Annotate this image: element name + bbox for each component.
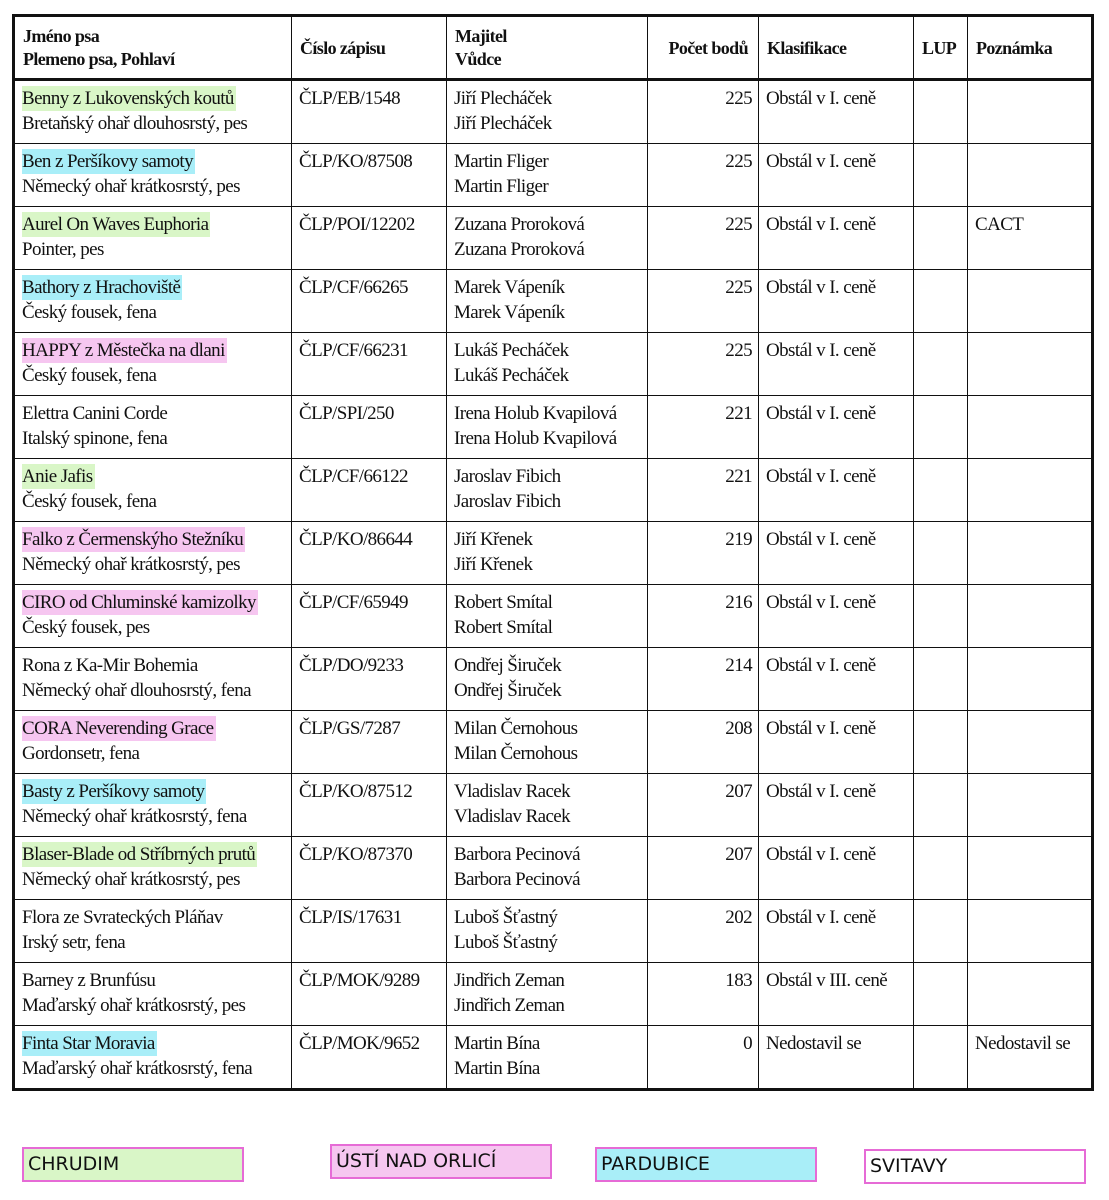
lup [914, 900, 968, 963]
dog-name: Anie Jafis [22, 466, 93, 487]
table-row [14, 774, 1093, 837]
dog-name-line [22, 779, 285, 804]
classification: Obstál v I. ceně [759, 837, 914, 900]
classification: Obstál v I. ceně [759, 711, 914, 774]
reg-number: ČLP/IS/17631 [292, 900, 447, 963]
handler-name: Zuzana Proroková [454, 239, 585, 260]
dog-name: Finta Star Moravia [22, 1033, 155, 1054]
lup [914, 522, 968, 585]
lup [914, 774, 968, 837]
handler-name: Jiří Křenek [454, 554, 533, 575]
owner-name: Martin Bína [454, 1033, 540, 1054]
lup [914, 144, 968, 207]
points: 225 [648, 333, 759, 396]
reg-number: ČLP/EB/1548 [292, 80, 447, 144]
lup [914, 396, 968, 459]
reg-number: ČLP/GS/7287 [292, 711, 447, 774]
dog-cell [14, 963, 292, 1026]
owner-name: Martin Fliger [454, 151, 549, 172]
note: CACT [968, 207, 1093, 270]
owner-name: Zuzana Proroková [454, 214, 585, 235]
points: 183 [648, 963, 759, 1026]
dog-cell [14, 711, 292, 774]
handler-name: Vladislav Racek [454, 806, 571, 827]
owner-cell [447, 900, 648, 963]
header-row [14, 16, 1093, 80]
owner-cell [447, 207, 648, 270]
lup [914, 207, 968, 270]
lup [914, 80, 968, 144]
note [968, 900, 1093, 963]
owner-name: Jindřich Zeman [454, 970, 565, 991]
owner-name: Irena Holub Kvapilová [454, 403, 617, 424]
table-row [14, 648, 1093, 711]
dog-breed: Český fousek, pes [22, 617, 150, 638]
dog-name: Barney z Brunfúsu [22, 970, 156, 991]
dog-cell [14, 648, 292, 711]
handler-name: Jindřich Zeman [454, 995, 565, 1016]
dog-name: Bathory z Hrachoviště [22, 277, 181, 298]
points: 225 [648, 207, 759, 270]
classification: Obstál v I. ceně [759, 207, 914, 270]
dog-name: Rona z Ka-Mir Bohemia [22, 655, 198, 676]
classification: Nedostavil se [759, 1026, 914, 1090]
dog-breed: Maďarský ohař krátkosrstý, pes [22, 995, 246, 1016]
legend-svitavy: SVITAVY [864, 1149, 1086, 1184]
lup [914, 837, 968, 900]
dog-cell [14, 396, 292, 459]
handler-name: Barbora Pecinová [454, 869, 580, 890]
reg-number: ČLP/KO/86644 [292, 522, 447, 585]
dog-breed: Italský spinone, fena [22, 428, 168, 449]
dog-name: CORA Neverending Grace [22, 718, 214, 739]
owner-cell [447, 1026, 648, 1090]
reg-number: ČLP/CF/66231 [292, 333, 447, 396]
note: Nedostavil se [968, 1026, 1093, 1090]
lup [914, 648, 968, 711]
owner-name: Lukáš Pecháček [454, 340, 569, 361]
owner-cell [447, 648, 648, 711]
owner-cell [447, 270, 648, 333]
classification: Obstál v I. ceně [759, 396, 914, 459]
legend-chrudim: CHRUDIM [22, 1147, 244, 1182]
dog-name-line [22, 338, 285, 363]
classification: Obstál v I. ceně [759, 80, 914, 144]
table-row [14, 80, 1093, 144]
points: 221 [648, 459, 759, 522]
dog-name: Ben z Peršíkovy samoty [22, 151, 193, 172]
handler-name: Robert Smítal [454, 617, 553, 638]
reg-number: ČLP/MOK/9652 [292, 1026, 447, 1090]
dog-name: Benny z Lukovenských koutů [22, 88, 234, 109]
dog-breed: Český fousek, fena [22, 491, 157, 512]
header-name-line2: Plemeno psa, Pohlaví [23, 49, 175, 69]
reg-number: ČLP/SPI/250 [292, 396, 447, 459]
dog-name: Aurel On Waves Euphoria [22, 214, 209, 235]
dog-name: Blaser-Blade od Stříbrných prutů [22, 844, 256, 865]
reg-number: ČLP/CF/66122 [292, 459, 447, 522]
table-row [14, 1026, 1093, 1090]
points: 219 [648, 522, 759, 585]
dog-breed: Německý ohař krátkosrstý, fena [22, 806, 247, 827]
header-lup: LUP [914, 16, 968, 80]
handler-name: Milan Černohous [454, 743, 578, 764]
owner-cell [447, 459, 648, 522]
points: 207 [648, 837, 759, 900]
dog-cell [14, 333, 292, 396]
classification: Obstál v I. ceně [759, 585, 914, 648]
reg-number: ČLP/CF/65949 [292, 585, 447, 648]
header-owner-line1: Majitel [455, 26, 507, 46]
dog-breed: Pointer, pes [22, 239, 104, 260]
dog-cell [14, 144, 292, 207]
dog-breed: Irský setr, fena [22, 932, 126, 953]
points: 225 [648, 270, 759, 333]
header-name-line1: Jméno psa [23, 26, 100, 46]
reg-number: ČLP/CF/66265 [292, 270, 447, 333]
header-owner [447, 16, 648, 80]
reg-number: ČLP/POI/12202 [292, 207, 447, 270]
dog-name-line [22, 716, 285, 741]
points: 216 [648, 585, 759, 648]
dog-breed: Bretaňský ohař dlouhosrstý, pes [22, 113, 248, 134]
reg-number: ČLP/DO/9233 [292, 648, 447, 711]
note [968, 837, 1093, 900]
note [968, 333, 1093, 396]
reg-number: ČLP/KO/87370 [292, 837, 447, 900]
note [968, 396, 1093, 459]
dog-name: HAPPY z Městečka na dlani [22, 340, 225, 361]
dog-cell [14, 774, 292, 837]
reg-number: ČLP/KO/87508 [292, 144, 447, 207]
classification: Obstál v I. ceně [759, 144, 914, 207]
table-row [14, 522, 1093, 585]
legend-usti-nad-orlici: ÚSTÍ NAD ORLICÍ [330, 1144, 552, 1179]
owner-name: Barbora Pecinová [454, 844, 580, 865]
classification: Obstál v I. ceně [759, 459, 914, 522]
points: 225 [648, 144, 759, 207]
note [968, 648, 1093, 711]
lup [914, 1026, 968, 1090]
dog-name: CIRO od Chluminské kamizolky [22, 592, 256, 613]
points: 225 [648, 80, 759, 144]
header-points: Počet bodů [648, 16, 759, 80]
owner-name: Vladislav Racek [454, 781, 571, 802]
dog-name-line [22, 590, 285, 615]
dog-name-line [22, 212, 285, 237]
dog-cell [14, 837, 292, 900]
owner-cell [447, 333, 648, 396]
classification: Obstál v III. ceně [759, 963, 914, 1026]
owner-name: Milan Černohous [454, 718, 578, 739]
dog-name-line [22, 653, 285, 678]
dog-name-line [22, 905, 285, 930]
points: 202 [648, 900, 759, 963]
dog-breed: Český fousek, fena [22, 302, 157, 323]
results-table [12, 14, 1094, 1091]
owner-cell [447, 585, 648, 648]
legend-pardubice: PARDUBICE [595, 1147, 817, 1182]
owner-name: Jiří Křenek [454, 529, 533, 550]
points: 214 [648, 648, 759, 711]
owner-cell [447, 522, 648, 585]
dog-name: Basty z Peršíkovy samoty [22, 781, 205, 802]
dog-breed: Německý ohař krátkosrstý, pes [22, 554, 240, 575]
dog-breed: Gordonsetr, fena [22, 743, 140, 764]
classification: Obstál v I. ceně [759, 648, 914, 711]
dog-name: Falko z Čermenskýho Stežníku [22, 529, 244, 550]
points: 221 [648, 396, 759, 459]
note [968, 80, 1093, 144]
dog-name: Elettra Canini Corde [22, 403, 168, 424]
dog-cell [14, 80, 292, 144]
dog-cell [14, 522, 292, 585]
owner-cell [447, 774, 648, 837]
header-dog-name [14, 16, 292, 80]
owner-name: Luboš Šťastný [454, 907, 558, 928]
dog-breed: Německý ohař dlouhosrstý, fena [22, 680, 251, 701]
table-row [14, 270, 1093, 333]
dog-breed: Německý ohař krátkosrstý, pes [22, 176, 240, 197]
owner-cell [447, 80, 648, 144]
lup [914, 711, 968, 774]
table-row [14, 333, 1093, 396]
owner-cell [447, 396, 648, 459]
dog-name-line [22, 1031, 285, 1056]
classification: Obstál v I. ceně [759, 270, 914, 333]
header-owner-line2: Vůdce [455, 49, 501, 69]
dog-name-line [22, 842, 285, 867]
reg-number: ČLP/MOK/9289 [292, 963, 447, 1026]
handler-name: Marek Vápeník [454, 302, 565, 323]
note [968, 774, 1093, 837]
owner-name: Jaroslav Fibich [454, 466, 561, 487]
dog-name-line [22, 968, 285, 993]
note [968, 585, 1093, 648]
dog-name-line [22, 401, 285, 426]
reg-number: ČLP/KO/87512 [292, 774, 447, 837]
table-row [14, 396, 1093, 459]
table-row [14, 900, 1093, 963]
dog-name-line [22, 275, 285, 300]
points: 208 [648, 711, 759, 774]
handler-name: Ondřej Širuček [454, 680, 562, 701]
table-row [14, 459, 1093, 522]
points: 207 [648, 774, 759, 837]
owner-cell [447, 963, 648, 1026]
handler-name: Martin Bína [454, 1058, 540, 1079]
dog-name-line [22, 86, 285, 111]
dog-cell [14, 1026, 292, 1090]
table-row [14, 963, 1093, 1026]
table-row [14, 207, 1093, 270]
note [968, 711, 1093, 774]
table-row [14, 711, 1093, 774]
classification: Obstál v I. ceně [759, 774, 914, 837]
lup [914, 585, 968, 648]
table-body [14, 80, 1093, 1090]
points: 0 [648, 1026, 759, 1090]
note [968, 459, 1093, 522]
owner-name: Ondřej Širuček [454, 655, 562, 676]
owner-cell [447, 711, 648, 774]
dog-breed: Německý ohař krátkosrstý, pes [22, 869, 240, 890]
dog-cell [14, 459, 292, 522]
dog-name: Flora ze Svrateckých Pláňav [22, 907, 223, 928]
table-row [14, 585, 1093, 648]
dog-cell [14, 585, 292, 648]
lup [914, 333, 968, 396]
header-note: Poznámka [968, 16, 1093, 80]
classification: Obstál v I. ceně [759, 900, 914, 963]
lup [914, 270, 968, 333]
note [968, 270, 1093, 333]
note [968, 522, 1093, 585]
dog-cell [14, 900, 292, 963]
classification: Obstál v I. ceně [759, 522, 914, 585]
dog-name-line [22, 464, 285, 489]
handler-name: Lukáš Pecháček [454, 365, 569, 386]
dog-cell [14, 270, 292, 333]
dog-name-line [22, 527, 285, 552]
dog-breed: Český fousek, fena [22, 365, 157, 386]
handler-name: Jaroslav Fibich [454, 491, 561, 512]
header-reg-no: Číslo zápisu [292, 16, 447, 80]
table-row [14, 144, 1093, 207]
note [968, 963, 1093, 1026]
owner-name: Marek Vápeník [454, 277, 565, 298]
header-classification: Klasifikace [759, 16, 914, 80]
dog-breed: Maďarský ohař krátkosrstý, fena [22, 1058, 253, 1079]
classification: Obstál v I. ceně [759, 333, 914, 396]
table-row [14, 837, 1093, 900]
handler-name: Luboš Šťastný [454, 932, 558, 953]
handler-name: Martin Fliger [454, 176, 549, 197]
lup [914, 459, 968, 522]
dog-cell [14, 207, 292, 270]
handler-name: Jiří Plecháček [454, 113, 552, 134]
owner-name: Robert Smítal [454, 592, 553, 613]
owner-name: Jiří Plecháček [454, 88, 552, 109]
owner-cell [447, 144, 648, 207]
lup [914, 963, 968, 1026]
dog-name-line [22, 149, 285, 174]
owner-cell [447, 837, 648, 900]
note [968, 144, 1093, 207]
handler-name: Irena Holub Kvapilová [454, 428, 617, 449]
